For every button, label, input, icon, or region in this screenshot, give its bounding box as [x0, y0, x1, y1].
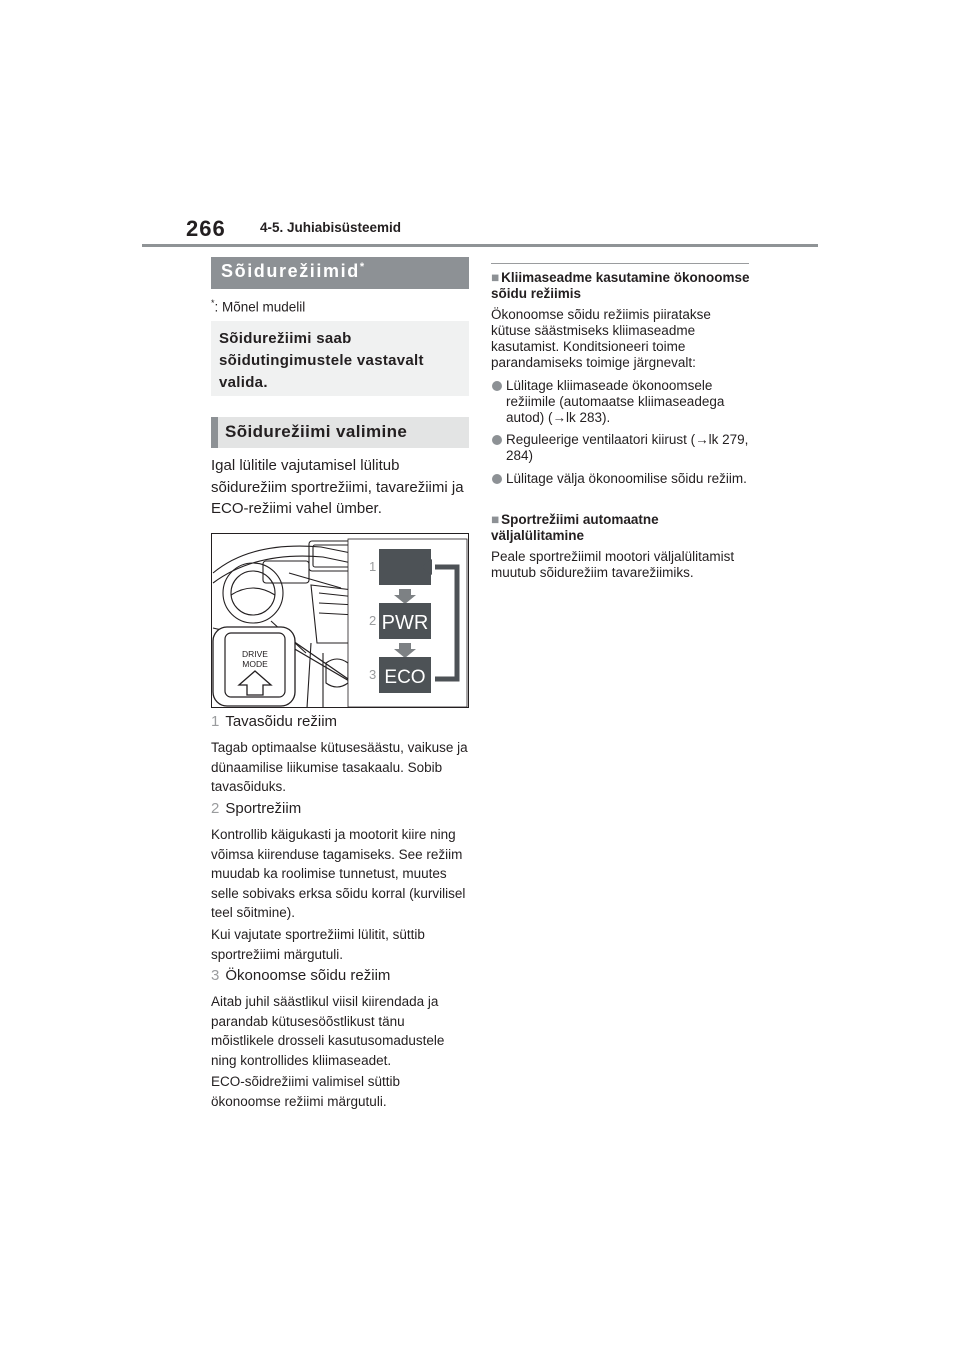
- eco-label: ECO: [384, 667, 426, 688]
- mode-label-3: 3: [369, 667, 377, 682]
- footnote-asterisk: *: [211, 298, 215, 308]
- mode-2-number: 2: [211, 800, 220, 817]
- button-label-mode: MODE: [242, 659, 268, 669]
- sport-off-heading-text: Sportrežiimi automaatne väljalülitamine: [491, 512, 659, 543]
- bullet-dot-icon: [492, 435, 502, 445]
- right-column-rule: [491, 263, 749, 264]
- mode-panels: [348, 539, 467, 707]
- drive-mode-button: [213, 627, 295, 706]
- mode-label-2: 2: [369, 613, 377, 628]
- page-number: 266: [186, 216, 226, 241]
- square-bullet-icon: ■: [491, 270, 500, 285]
- header-rule: [142, 244, 818, 247]
- mode-3-indicator-note: ECO-sõidrežiimi valimisel süttib ökonoomse režiimi märgutuli.: [211, 1074, 401, 1109]
- title-asterisk: *: [359, 261, 365, 273]
- mode-label-1: 1: [369, 559, 377, 574]
- sport-off-paragraph: Peale sportrežiimil mootori väljalülitamist muutub sõidurežiim tavarežiimiks.: [491, 549, 735, 580]
- page-title: [211, 257, 469, 289]
- section-title: 4-5. Juhiabisüsteemid: [260, 220, 402, 235]
- ac-tip-3-text: Lülitage välja ökonoomilise sõidu režiim.: [506, 471, 747, 486]
- mode-1-title: [211, 713, 337, 730]
- mode-2-description: Kontrollib käigukasti ja mootorit kiire ning võimsa kiirenduse tagamiseks. See režiim muudab ka roolimise tunnetust, muutes selle sobivaks erksa sõidu korral (kurvilisel teel sõitmine).: [211, 827, 466, 920]
- mode-2-indicator-note: Kui vajutate sportrežiimi lülitit, süttib sportrežiimi märgutuli.: [211, 927, 425, 962]
- ac-eco-paragraph: Ökonoomse sõidu režiimis piiratakse kütuse säästmiseks kliimaseadme kasutamist. Konditsioneeri toime parandamiseks toimige järgnevalt:: [491, 307, 711, 370]
- ac-tip-1: [491, 378, 751, 426]
- ac-eco-heading: [491, 270, 751, 302]
- footnote: [211, 298, 305, 315]
- sport-off-heading: [491, 512, 751, 544]
- ac-tip-3: [491, 471, 751, 487]
- mode-3-description: Aitab juhil säästlikul viisil kiirendada ja parandab kütusesöõstlikust tänu mõistlikele drosseli kasutusomadustele ning kontrollides kliimaseadet.: [211, 994, 445, 1068]
- ac-eco-heading-text: Kliimaseadme kasutamine ökonoomse sõidu režiimis: [491, 270, 750, 301]
- square-bullet-icon: ■: [491, 512, 500, 527]
- footnote-text: : Mõnel mudelil: [214, 299, 306, 315]
- ac-tip-1-text: Lülitage kliimaseade ökonoomsele režiimile (automaatse kliimaseadega autod) (→lk 283).: [506, 378, 725, 425]
- mode-1-description: Tagab optimaalse kütusesäästu, vaikuse ja dünaamilise liikumise tasakaalu. Sobib tavasõiduks.: [211, 740, 468, 794]
- subheading: Sõidurežiimi valimine: [211, 417, 469, 448]
- pwr-label: PWR: [381, 612, 429, 634]
- mode-3-title-text: Ökonoomse sõidu režiim: [225, 967, 391, 984]
- page-title-text: Sõidurežiimid: [221, 261, 360, 281]
- mode-2-title: [211, 800, 301, 817]
- mode-1-title-text: Tavasõidu režiim: [225, 713, 338, 730]
- bullet-dot-icon: [492, 381, 502, 391]
- intro-text: Igal lülitile vajutamisel lülitub sõidurežiim sportrežiimi, tavarežiimi ja ECO-režiimi vahel ümber.: [211, 457, 464, 517]
- mode-3-number: 3: [211, 967, 220, 984]
- mode-1-number: 1: [211, 713, 220, 730]
- mode-2-title-text: Sportrežiim: [225, 800, 302, 817]
- drive-mode-illustration: [211, 533, 469, 708]
- button-label-drive: DRIVE: [242, 649, 268, 659]
- mode-3-title: [211, 967, 390, 984]
- ac-tip-2: [491, 432, 751, 464]
- summary-box: Sõidurežiimi saab sõidutingimustele vastavalt valida.: [211, 321, 469, 396]
- ac-tip-2-text: Reguleerige ventilaatori kiirust (→lk 279, 284): [506, 432, 749, 463]
- drive-mode-figure: [211, 533, 469, 708]
- bullet-dot-icon: [492, 474, 502, 484]
